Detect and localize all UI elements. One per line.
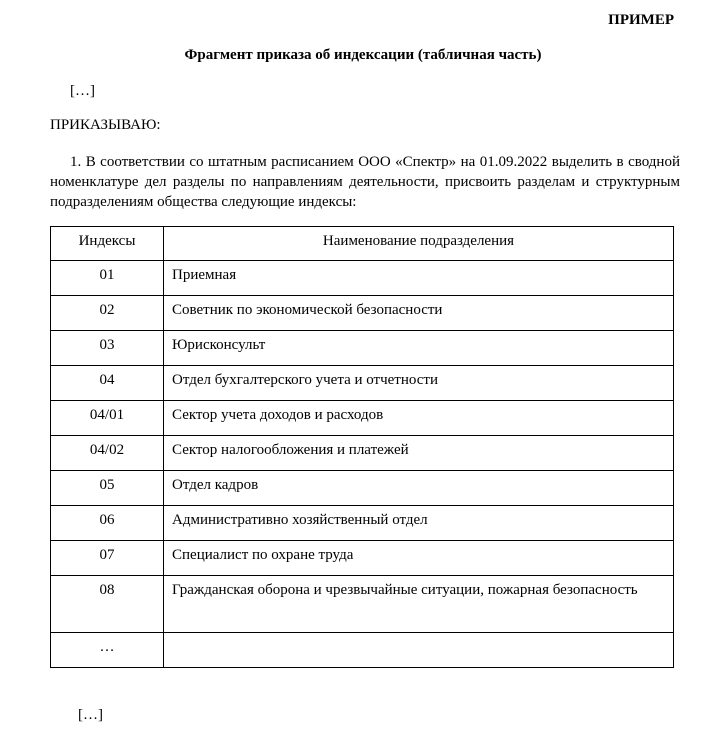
index-table [50,226,674,668]
table-row [51,633,674,668]
row-index: 02 [51,296,164,331]
row-index: … [51,633,164,668]
table-row [51,436,674,471]
row-name: Сектор учета доходов и расходов [164,401,674,436]
order-paragraph: 1. В соответствии со штатным расписанием ООО «Спектр» на 01.09.2022 выделить в сводной номенклатуре дел разделы по направлениям деятельности, присвоить разделам и структурным подразделениям общества следующие индексы: [50,154,680,210]
row-index: 08 [51,576,164,633]
row-name: Сектор налогообложения и платежей [164,436,674,471]
table-row [51,506,674,541]
table-row [51,331,674,366]
row-name: Советник по экономической безопасности [164,296,674,331]
row-name: Отдел бухгалтерского учета и отчетности [164,366,674,401]
row-name: Юрисконсульт [164,331,674,366]
header-name: Наименование подразделения [164,227,674,261]
table-header-row [51,227,674,261]
omission-marker-top: […] [70,83,95,99]
table-row [51,471,674,506]
row-index: 05 [51,471,164,506]
row-name: Гражданская оборона и чрезвычайные ситуации, пожарная безопасность [164,576,674,633]
order-heading: ПРИКАЗЫВАЮ: [50,117,161,133]
row-name: Специалист по охране труда [164,541,674,576]
table-row [51,576,674,633]
row-index: 04 [51,366,164,401]
table-row [51,366,674,401]
table-row [51,296,674,331]
row-index: 06 [51,506,164,541]
row-name: Отдел кадров [164,471,674,506]
row-index: 01 [51,261,164,296]
row-index: 07 [51,541,164,576]
row-index: 04/01 [51,401,164,436]
row-index: 04/02 [51,436,164,471]
row-name [164,633,674,668]
table-row [51,541,674,576]
row-name: Административно хозяйственный отдел [164,506,674,541]
table-row [51,261,674,296]
table-row [51,401,674,436]
document-title: Фрагмент приказа об индексации (табличная часть) [184,47,542,63]
header-index: Индексы [51,227,164,261]
row-name: Приемная [164,261,674,296]
example-label: ПРИМЕР [608,12,674,28]
row-index: 03 [51,331,164,366]
omission-marker-bottom: […] [78,707,103,723]
